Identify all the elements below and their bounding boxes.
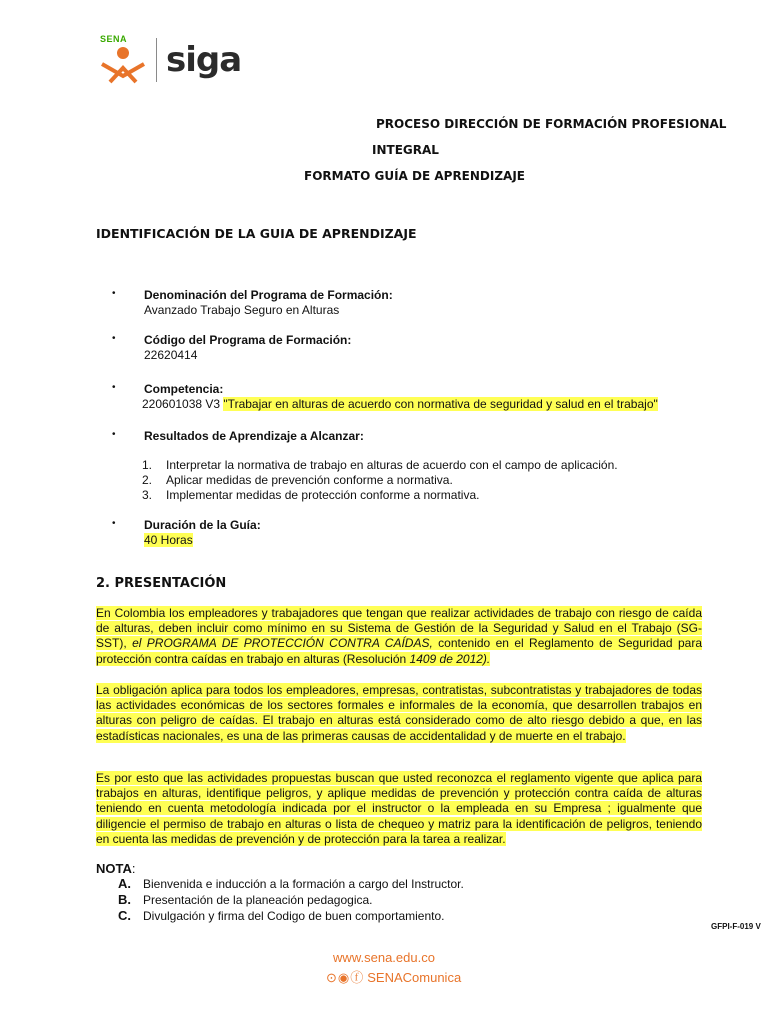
results-list bbox=[142, 458, 618, 503]
list-item: C. Divulgación y firma del Codigo de buen comportamiento. bbox=[118, 908, 445, 923]
logo bbox=[92, 34, 252, 86]
results-label: Resultados de Aprendizaje a Alcanzar: bbox=[144, 429, 364, 443]
social-icons: ⊙◉ⓕ bbox=[326, 970, 365, 985]
list-item: 2. Aplicar medidas de prevención conforme a normativa. bbox=[142, 473, 453, 487]
siga-logo-text: siga bbox=[166, 40, 242, 80]
list-item: A. Bienvenida e inducción a la formación a cargo del Instructor. bbox=[118, 876, 464, 891]
header-line-2: INTEGRAL bbox=[372, 143, 439, 157]
section-title: IDENTIFICACIÓN DE LA GUIA DE APRENDIZAJE bbox=[96, 226, 417, 241]
competence-code: 220601038 V3 bbox=[142, 397, 221, 411]
logo-divider bbox=[156, 38, 157, 82]
program-name-label: Denominación del Programa de Formación: bbox=[144, 288, 393, 302]
competence-value bbox=[142, 397, 658, 411]
nota-heading: NOTA: bbox=[96, 861, 136, 876]
list-item: B. Presentación de la planeación pedagogica. bbox=[118, 892, 373, 907]
bullet-icon: • bbox=[112, 333, 116, 344]
nota-list bbox=[118, 876, 464, 924]
bullet-icon: • bbox=[112, 382, 116, 393]
presentation-paragraph-2: La obligación aplica para todos los empleadores, empresas, contratistas, subcontratistas y trabajadores de todas las actividades económicas de los sectores formales e informales de la economía, que desarrollen trabajos en alturas con peligro de caídas. El trabajo en alturas está considerado como de alto riesgo debido a que, en las estadísticas nacionales, es una de las primeras causas de accidentalidad y de muerte en el trabajo. bbox=[96, 683, 702, 743]
bullet-icon: • bbox=[112, 518, 116, 529]
bullet-icon: • bbox=[112, 288, 116, 299]
duration-label: Duración de la Guía: bbox=[144, 518, 261, 532]
bullet-icon: • bbox=[112, 429, 116, 440]
presentation-paragraph-1: En Colombia los empleadores y trabajadores que tengan que realizar actividades de trabajo con riesgo de caída de alturas, deben incluir como mínimo en su Sistema de Gestión de la Seguridad y Salud en el Trabajo (SG-SST), el PROGRAMA DE PROTECCIÓN CONTRA CAÍDAS, contenido en el Reglamento de Seguridad para protección contra caídas en trabajo en alturas (Resolución 1409 de 2012). bbox=[96, 606, 702, 666]
footer-social bbox=[326, 967, 461, 986]
program-code-label: Código del Programa de Formación: bbox=[144, 333, 352, 347]
list-item: 3. Implementar medidas de protección conforme a normativa. bbox=[142, 488, 480, 502]
duration-value: 40 Horas bbox=[144, 533, 193, 547]
presentation-title: 2. PRESENTACIÓN bbox=[96, 576, 227, 591]
sena-logo-text: SENA bbox=[100, 34, 128, 44]
header-line-3: FORMATO GUÍA DE APRENDIZAJE bbox=[304, 169, 525, 183]
header-line-1: PROCESO DIRECCIÓN DE FORMACIÓN PROFESIONAL bbox=[376, 117, 727, 131]
program-name-value: Avanzado Trabajo Seguro en Alturas bbox=[144, 303, 340, 317]
footer-url[interactable]: www.sena.edu.co bbox=[333, 950, 435, 965]
social-handle: SENAComunica bbox=[367, 970, 462, 985]
list-item: 1. Interpretar la normativa de trabajo en alturas de acuerdo con el campo de aplicación. bbox=[142, 458, 618, 472]
presentation-paragraph-3: Es por esto que las actividades propuestas buscan que usted reconozca el reglamento vigente que aplica para trabajos en alturas, identifique peligros, y aplique medidas de prevención y protección contra caída de alturas teniendo en cuenta metodología indicada por el instructor o la empleada en su Empresa ; igualmente que diligencie el permiso de trabajo en alturas o lista de chequeo y matriz para la identificación de peligros, teniendo en cuenta las medidas de prevención y de protección para la tarea a realizar. bbox=[96, 771, 702, 846]
competence-label: Competencia: bbox=[144, 382, 224, 396]
competence-text: "Trabajar en alturas de acuerdo con normativa de seguridad y salud en el trabajo" bbox=[223, 397, 658, 411]
document-code: GFPI-F-019 V bbox=[711, 922, 761, 931]
sena-logo-icon bbox=[96, 44, 150, 86]
program-code-value: 22620414 bbox=[144, 348, 198, 362]
